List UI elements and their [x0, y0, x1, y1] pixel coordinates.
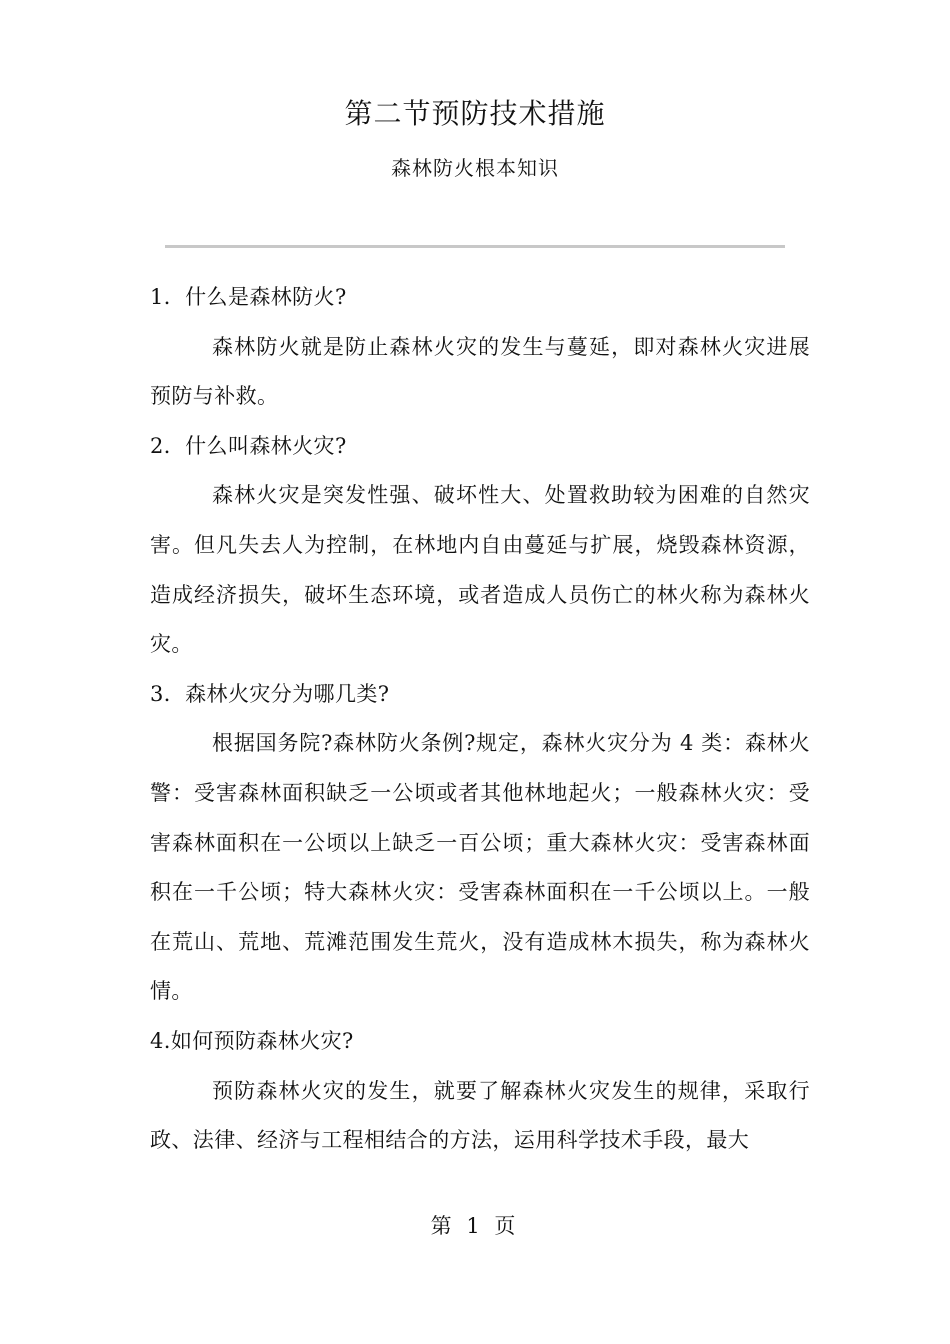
page-subtitle: 森林防火根本知识	[391, 156, 559, 180]
answer-paragraph-2: 森林火灾是突发性强、破坏性大、处置救助较为困难的自然灾害。但凡失去人为控制，在林地内自由蔓延与扩展，烧毁森林资源，造成经济损失，破坏生态环境，或者造成人员伤亡的林火称为森林火灾。	[150, 483, 810, 657]
page-number: 第 1 页	[430, 1214, 520, 1238]
question-heading-1: 1．什么是森林防火?	[150, 285, 347, 309]
document-body	[150, 273, 810, 1166]
question-heading-4: 4.如何预防森林火灾?	[150, 1028, 354, 1053]
answer-paragraph-3: 根据国务院?森林防火条例?规定，森林火灾分为 4 类：森林火警：受害森林面积缺乏一公顷或者其他林地起火；一般森林火灾：受害森林面积在一公顷以上缺乏一百公顷；重大森林火灾：受害森林面积在一千公顷；特大森林火灾：受害森林面积在一千公顷以上。一般在荒山、荒地、荒滩范围发生荒火，没有造成林木损失，称为森林火情。	[150, 731, 810, 1004]
page-title: 第二节预防技术措施	[344, 97, 606, 130]
horizontal-divider	[165, 245, 785, 248]
answer-paragraph-4: 预防森林火灾的发生，就要了解森林火灾发生的规律，采取行政、法律、经济与工程相结合的方法，运用科学技术手段，最大	[150, 1078, 810, 1153]
question-heading-3: 3．森林火灾分为哪几类?	[150, 681, 390, 706]
answer-paragraph-1: 森林防火就是防止森林火灾的发生与蔓延，即对森林火灾进展预防与补救。	[150, 334, 810, 409]
question-heading-2: 2．什么叫森林火灾?	[150, 433, 347, 458]
